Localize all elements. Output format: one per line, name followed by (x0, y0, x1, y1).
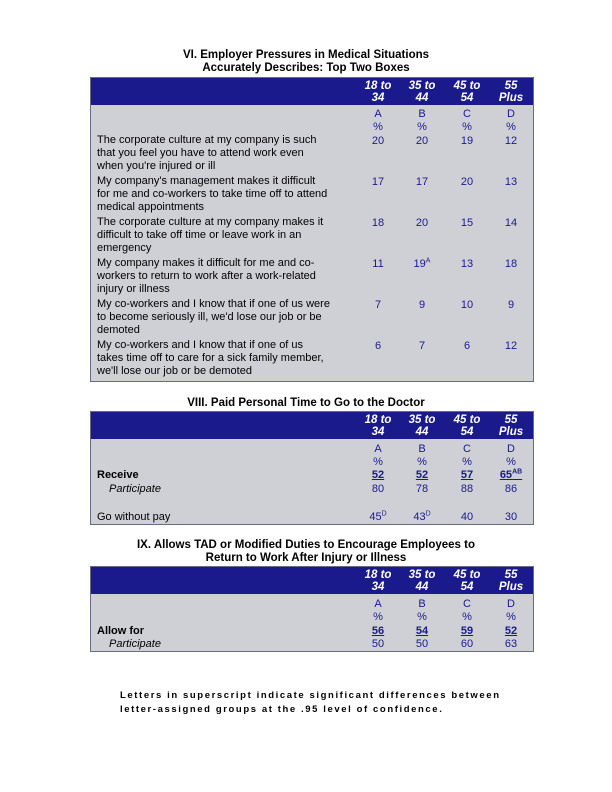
statement-value: 17 (415, 176, 429, 188)
significance-superscript: D (425, 510, 431, 518)
col-a-header: 18 to 34 (364, 80, 392, 104)
participate-value: 78 (415, 483, 429, 495)
col-b-letter: B % (417, 443, 427, 468)
participate-value: 63 (504, 638, 518, 650)
col-c-header: 45 to 54 (453, 80, 481, 104)
statement-value: 7 (418, 340, 426, 352)
col-b-header: 35 to 44 (408, 414, 436, 438)
statement-value: 20 (415, 135, 429, 147)
statement-value: 14 (504, 217, 518, 229)
col-a-header: 18 to 34 (364, 569, 392, 593)
statement-value: 18 (371, 217, 385, 229)
col-c-letter: C % (462, 598, 472, 623)
section6-title-line1: VI. Employer Pressures in Medical Situations (182, 49, 430, 61)
col-b-header: 35 to 44 (408, 569, 436, 593)
statement-value: 17 (371, 176, 385, 188)
participate-value: 50 (415, 638, 429, 650)
section9-header (91, 567, 533, 594)
statement-label: My co-workers and I know that if one of us takes time off to care for a sick family member, we'll lose our job or be demoted (97, 339, 324, 377)
col-c-header: 45 to 54 (453, 569, 481, 593)
without-pay-value: 30 (504, 511, 518, 523)
participate-label: Participate (109, 483, 161, 495)
statement-value: 6 (374, 340, 382, 352)
col-d-letter: D % (506, 108, 516, 133)
statement-value: 7 (374, 299, 382, 311)
col-b-letter: B % (417, 108, 427, 133)
col-a-header: 18 to 34 (364, 414, 392, 438)
without-pay-value: $43^D$ (413, 510, 431, 523)
statement-value: 13 (460, 258, 474, 270)
allow-for-label: Allow for (97, 625, 145, 637)
without-pay-label: Go without pay (97, 511, 171, 523)
section6-title-line2: Accurately Describes: Top Two Boxes (202, 62, 410, 74)
without-pay-value: $45^D$ (369, 510, 387, 523)
statement-value: 15 (460, 217, 474, 229)
statement-label: My company's management makes it difficult for me and co-workers to take time off to attend medical appointments (97, 175, 328, 213)
significance-superscript: AB (512, 468, 523, 476)
section6-table (90, 77, 534, 382)
col-c-header: 45 to 54 (453, 414, 481, 438)
section8-header (91, 412, 533, 439)
allow-for-value: 59 (460, 625, 474, 637)
statement-label: The corporate culture at my company makes it difficult to take off time or leave work in an emergency (97, 216, 324, 254)
footnote (120, 689, 540, 717)
receive-value: 57 (460, 469, 474, 481)
statement-value: 12 (504, 135, 518, 147)
statement-value: 20 (371, 135, 385, 147)
statement-value: 6 (463, 340, 471, 352)
section6-title (0, 49, 612, 75)
without-pay-value: 40 (460, 511, 474, 523)
significance-superscript: D (381, 510, 387, 518)
receive-value: $65^{AB}$ (499, 468, 523, 481)
col-c-letter: C % (462, 108, 472, 133)
section8-table (90, 411, 534, 525)
section6-header (91, 78, 533, 105)
col-d-header: 55 Plus (498, 414, 524, 438)
statement-value: 12 (504, 340, 518, 352)
col-c-letter: C % (462, 443, 472, 468)
participate-value: 80 (371, 483, 385, 495)
col-d-header: 55 Plus (498, 80, 524, 104)
statement-value: 9 (418, 299, 426, 311)
statement-label: My company makes it difficult for me and co- workers to return to work after a work-related injury or illness (97, 257, 316, 295)
participate-value: 50 (371, 638, 385, 650)
receive-value: 52 (415, 469, 429, 481)
col-d-letter: D % (506, 598, 516, 623)
participate-value: 86 (504, 483, 518, 495)
participate-label: Participate (109, 638, 161, 650)
statement-label: The corporate culture at my company is such that you feel you have to attend work even when you're injured or ill (97, 134, 317, 172)
col-b-letter: B % (417, 598, 427, 623)
section9-title-line1: IX. Allows TAD or Modified Duties to Encourage Employees to (136, 539, 475, 551)
section9-title-line2: Return to Work After Injury or Illness (205, 552, 407, 564)
statement-value: $19^A$ (413, 257, 431, 270)
col-d-header: 55 Plus (498, 569, 524, 593)
receive-value: 52 (371, 469, 385, 481)
participate-value: 88 (460, 483, 474, 495)
statement-value: 20 (460, 176, 474, 188)
section9-title (0, 539, 612, 565)
statement-value: 20 (415, 217, 429, 229)
section9-table (90, 566, 534, 652)
significance-superscript: A (425, 257, 431, 265)
statement-value: 19 (460, 135, 474, 147)
footnote-line2: letter-assigned groups at the .95 level of confidence. (120, 704, 444, 715)
footnote-line1: Letters in superscript indicate significant differences between (120, 690, 501, 701)
section8-title: VIII. Paid Personal Time to Go to the Doctor (187, 397, 425, 409)
participate-value: 60 (460, 638, 474, 650)
col-a-letter: A % (373, 598, 383, 623)
statement-value: 11 (372, 258, 384, 270)
col-a-letter: A % (373, 443, 383, 468)
allow-for-value: 56 (371, 625, 385, 637)
receive-label: Receive (97, 469, 139, 481)
statement-value: 9 (507, 299, 515, 311)
statement-value: 10 (460, 299, 474, 311)
statement-value: 13 (504, 176, 518, 188)
col-a-letter: A % (373, 108, 383, 133)
statement-value: 18 (504, 258, 518, 270)
allow-for-value: 52 (504, 625, 518, 637)
col-d-letter: D % (506, 443, 516, 468)
allow-for-value: 54 (415, 625, 429, 637)
statement-label: My co-workers and I know that if one of us were to become seriously ill, we'd lose our job or be demoted (97, 298, 330, 336)
col-b-header: 35 to 44 (408, 80, 436, 104)
